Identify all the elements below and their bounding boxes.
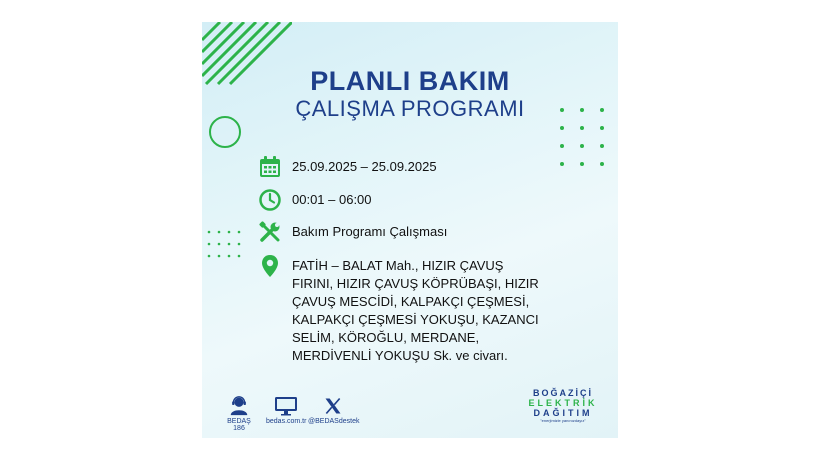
logo-line3: DAĞITIM bbox=[533, 408, 593, 418]
logo-line1: BOĞAZİÇİ bbox=[533, 388, 593, 398]
work-row bbox=[258, 220, 447, 244]
location-pin-icon bbox=[258, 254, 282, 278]
location-row bbox=[258, 254, 542, 365]
calendar-icon bbox=[258, 155, 282, 179]
support-agent-icon bbox=[228, 394, 250, 416]
date-range: 25.09.2025 – 25.09.2025 bbox=[292, 159, 437, 174]
website-label: bedas.com.tr bbox=[266, 418, 307, 425]
dot-grid-decoration bbox=[206, 228, 246, 272]
social-link[interactable] bbox=[308, 396, 358, 425]
phone-label: BEDAŞ 186 bbox=[227, 418, 251, 432]
tools-icon bbox=[258, 220, 282, 244]
x-logo-icon bbox=[323, 396, 343, 416]
logo-line2: ELEKTRİK bbox=[528, 398, 598, 408]
work-description: Bakım Programı Çalışması bbox=[292, 224, 448, 239]
date-row bbox=[258, 155, 437, 179]
clock-icon bbox=[258, 188, 282, 212]
page-subtitle: ÇALIŞMA PROGRAMI bbox=[295, 96, 525, 121]
page-title: PLANLI BAKIM bbox=[310, 66, 510, 96]
website-link[interactable] bbox=[266, 396, 306, 425]
phone-contact[interactable] bbox=[222, 394, 256, 432]
announcement-card bbox=[202, 22, 618, 438]
company-logo bbox=[528, 388, 598, 424]
logo-tagline: "enerjimizle yanınızdayız" bbox=[540, 418, 586, 423]
time-row bbox=[258, 188, 372, 212]
social-label: @BEDASdestek bbox=[308, 418, 360, 425]
location-list: FATİH – BALAT Mah., HIZIR ÇAVUŞ FIRINI, HIZIR ÇAVUŞ KÖPRÜBAŞI, HIZIR ÇAVUŞ MESCİDİ, KALPAKÇI ÇEŞMESİ, KALPAKÇI ÇEŞMESİ YOKUŞU, KAZANCI SELİM, KÖROĞLU, MERDANE, MERDİVENLİ YOKUŞU Sk. ve civarı. bbox=[292, 258, 539, 363]
monitor-icon bbox=[274, 396, 298, 416]
time-range: 00:01 – 06:00 bbox=[292, 192, 372, 207]
